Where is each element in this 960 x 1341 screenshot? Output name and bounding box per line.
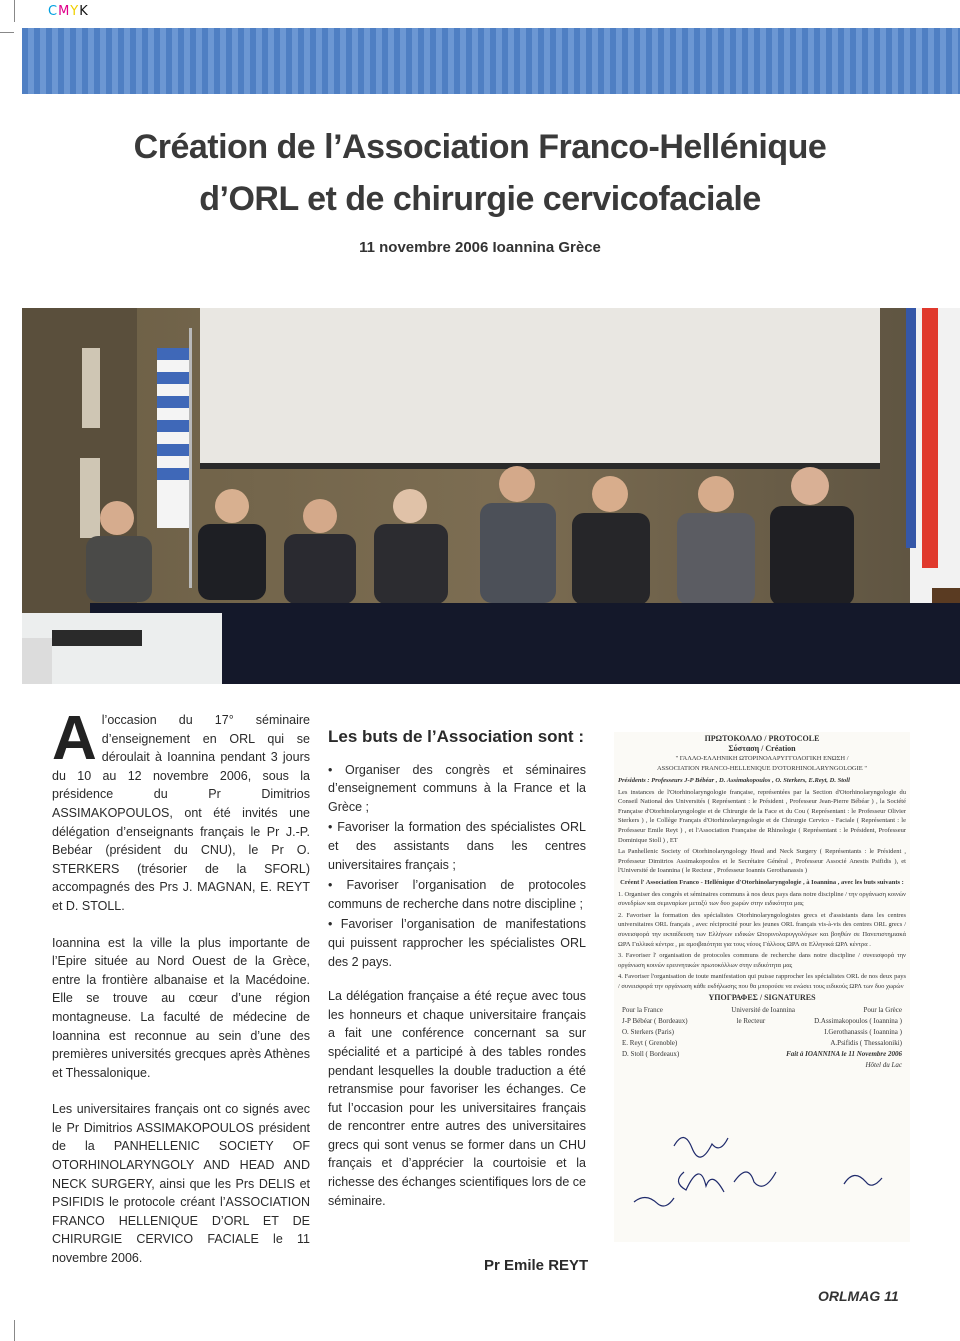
- goal-item: • Favoriser l’organisation de protocoles communs de recherche dans notre discipline ;: [328, 876, 586, 913]
- protocol-header: ΠΡΩΤΟΚΟΛΛΟ / PROTOCOLE: [704, 734, 820, 743]
- delegation-paragraph: La délégation française a été reçue avec tous les honneurs et chaque universitaire français a fait une conférence concernant sa sur spécialité et a participé à des tables rondes pendant lesquelles la double traduction a été retransmise pour favoriser les échanges. Ce fut l’occasion pour les universitaires français de rencontrer entre autres des universitaires grecs qui sont venus se former dans un CHU français et d’apprécier la courtoisie et la richesse des échanges scientifiques lors de ce séminaire.: [328, 989, 586, 1208]
- goals-heading: Les buts de l’Association sont :: [328, 727, 584, 746]
- article-title-line-1: Création de l’Association Franco-Hellénique: [133, 128, 827, 166]
- group-photo: [22, 308, 960, 684]
- crop-mark-top-left: [14, 0, 15, 22]
- crop-mark-left: [0, 32, 14, 33]
- signature-place: Hôtel du Lac: [865, 1061, 902, 1070]
- crop-mark-bottom-left: [14, 1320, 15, 1341]
- protocol-para-2: La Panhellenic Society of Otorhinolaryngology Head and Neck Surgery ( Représentants : le Président , Professeur Dimitrios Assimakopoulos et le Secrétaire Général , Professeur Associé Anestis Psifidis ), et l'Université de Ioannina ( le Recteur , Professeur Ioannis Gerothanassis ): [618, 848, 906, 875]
- dropcap-letter: A: [52, 704, 97, 773]
- protocol-para-1: Les instances de l'Otorhinolaryngologie française, représentées par la Section d'Otorhinolaryngologie du Conseil National des Universités ( Représentant : le Président , Professeur Jean-Pierre Bébéar ) , la Société Française d'Otorhinolaryngologie et de Chirurgie de la Face et du Cou ( Représentant : le Professeur Olivier Sterkers ) , le Collège Français d'Otorhinolaryngologie et de Chirurgie Cervico - Faciale ( Représentant : le Professeur Emile Reyt ) , et l'Association Française de Rhinologie ( Représentant : le Président, Professeur Dominique Stoll ) , ET: [618, 788, 906, 844]
- protocol-signatures-header: ΥΠΟΓΡΑΦΕΣ / SIGNATURES: [708, 993, 816, 1003]
- header-color-band: [22, 28, 960, 94]
- page-footer: [818, 1288, 899, 1304]
- goals-list: [328, 761, 586, 972]
- protocol-assoc-greek: " ΓΑΛΛΟ-ΕΛΛΗΝΙΚΗ ΩΤΟΡΙΝΟΛΑΡΥΓΓΟΛΟΓΙΚΗ ΕΝΩΣΗ /: [675, 755, 849, 762]
- goal-item: • Organiser des congrès et séminaires d’enseignement communs à la France et la Grèce ;: [328, 761, 586, 817]
- protocol-goal-4: 4. Favoriser l'organisation de toute manifestation qui puisse rapprocher les spécialistes ORL de nos deux pays / συνεισφορά την οργάνωση κάθε εκδήλωσης που θα μπορούσε να ενώσει τους ειδικούς ΩΡΛ των δυο χωρών: [618, 973, 906, 990]
- signature-columns: Pour la France Université de Ioannina Pour la Grèce: [622, 1006, 902, 1015]
- signature-row: O. Sterkers (Paris) I.Gerothanassis ( Ioannina ): [622, 1028, 902, 1037]
- goal-item: • Favoriser l’organisation de manifestations qui puissent rapprocher les spécialistes ORL des 2 pays.: [328, 915, 586, 971]
- handwritten-signatures: [614, 1124, 910, 1214]
- magazine-name: ORLMAG: [818, 1288, 881, 1304]
- signature-row: D. Stoll ( Bordeaux) Fait à IOANNINA le 11 Novembre 2006: [622, 1050, 902, 1059]
- cmyk-color-mark: CMYK: [48, 4, 89, 19]
- article-column-1: [52, 704, 310, 1286]
- protocol-cree: Créent l' Association Franco - Hellénique d'Otorhinolaryngologie , à Ioannina , avec les buts suivants :: [620, 878, 904, 886]
- page-number: 11: [884, 1288, 899, 1304]
- protocol-goal-2: 2. Favoriser la formation des spécialistes Otorhinolaryngologistes grecs et d'assistants dans les centres universitaires ORL français , avec réciprocité pour les jeunes ORL français vis-à-vis des centres ORL grecs / συνεισφορά την εκπαίδευση των Ελλήνων ειδικών Ωτορινολαρυγγολόγων και βοηθών σε Πανεπιστημιακά ΩΡΛ Γαλλικά κέντρα , με αμοιβαιότητα για τους νέους Γάλλους ΩΡΛ σε Ελληνικά ΩΡΛ κέντρα .: [618, 911, 906, 948]
- ioannina-paragraph: Ioannina est la ville la plus importante de l’Epire située au Nord Ouest de la Grèce, entre la frontière albanaise et la Macédoine. Elle se trouve au cœur d’une région montagneuse. La faculté de médecine de Ioannina est reconnue au sein d’une des premières universités grecques après Athènes et Thessalonique.: [52, 935, 310, 1080]
- signature-row: E. Reyt ( Grenoble) A.Psifidis ( Thessaloniki): [622, 1039, 902, 1048]
- article-column-2: [328, 728, 586, 1228]
- group-photo-illustration: [22, 308, 960, 684]
- signature-row: J-P Bébéar ( Bordeaux) le Recteur D.Assimakopoulos ( Ioannina ): [622, 1017, 902, 1026]
- intro-paragraph: Al’occasion du 17° séminaire d’enseignement en ORL qui se déroulait à Ioannina pendant 3 jours du 10 au 12 novembre 2006, sous la présidence du Pr Dimitrios ASSIMAKOPOULOS, ont été invités une délégation d’enseignants français le Pr J.-P. Bebéar (président du CNU), le Pr O. STERKERS (trésorier de la SFORL) accompagnés des Prs J. MAGNAN, E. REYT et D. STOLL.: [52, 704, 310, 913]
- protocol-paragraph: Les universitaires français ont co signés avec le Pr Dimitrios ASSIMAKOPOULOS président de la PANHELLENIC SOCIETY OF OTORHINOLARYNGOLY AND HEAD AND NECK SURGERY, ainsi que les Prs DELIS et PSIFIDIS le protocole créant l’ASSOCIATION FRANCO HELLENIQUE D’ORL ET DE CHIRURGIE CERVICO FACIALE le 11 novembre 2006.: [52, 1102, 310, 1266]
- protocol-assoc-french: ASSOCIATION FRANCO-HELLENIQUE D'OTORHINOLARYNGOLOGIE ": [656, 765, 868, 772]
- protocol-creation: Σύσταση / Création: [728, 744, 796, 753]
- article-title-line-2: d’ORL et de chirurgie cervicofaciale: [199, 180, 761, 218]
- author-signature: Pr Emile REYT: [484, 1257, 589, 1274]
- goal-item: • Favoriser la formation des spécialistes ORL et des assistants dans les centres universitaires français ;: [328, 818, 586, 874]
- protocol-document-image: [614, 732, 910, 1242]
- protocol-goal-1: 1. Organiser des congrès et séminaires communs à nos deux pays dans notre discipline / την οργάνωση κοινών συνεδρίων και σεμιναρίων μεταξύ των δυο χωρών στην ειδικότητα μας: [618, 890, 906, 908]
- protocol-goal-3: 3. Favoriser l' organisation de protocoles communs de recherche dans notre discipline / συνεισφορά την οργάνωση κοινών ερευνητικών πρωτοκόλλων στην ειδικότητα μας: [618, 952, 906, 969]
- article-subtitle: 11 novembre 2006 Ioannina Grèce: [359, 239, 601, 256]
- protocol-presidents: Présidents : Professeurs J-P Bébéar , D. Assimakopoulos , O. Sterkers, E.Reyt, D. Stoll: [618, 777, 850, 784]
